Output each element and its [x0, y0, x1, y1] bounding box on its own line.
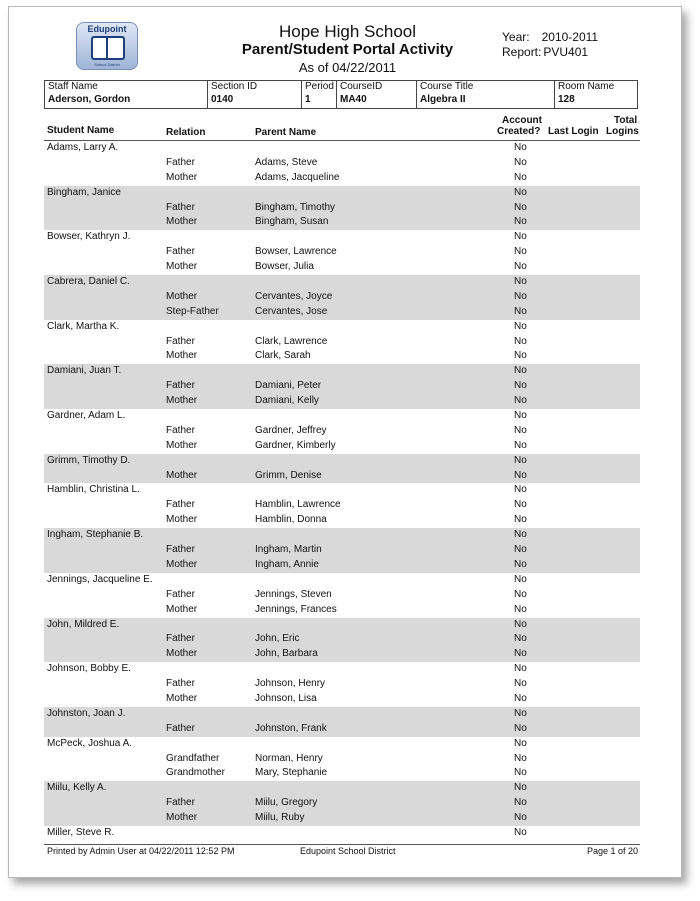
parent-name: Jennings, Frances [255, 603, 337, 615]
relation: Mother [166, 469, 198, 481]
header-total-1: Total [614, 115, 638, 126]
parent-name: John, Barbara [255, 648, 318, 660]
table-row [44, 424, 640, 439]
table-row [44, 766, 640, 781]
table-row [44, 305, 640, 320]
parent-name: Gardner, Jeffrey [255, 424, 327, 436]
student-name: Johnson, Bobby E. [47, 663, 131, 675]
header-student: Student Name [47, 125, 115, 136]
table-row [44, 364, 640, 379]
account-created: No [514, 499, 527, 511]
account-created: No [514, 320, 527, 332]
relation: Mother [166, 216, 198, 228]
parent-name: Gardner, Kimberly [255, 439, 336, 451]
account-created: No [514, 439, 527, 451]
logo-subtitle: School District [94, 62, 120, 67]
relation: Father [166, 156, 195, 168]
relation: Mother [166, 395, 198, 407]
table-row [44, 558, 640, 573]
account-created: No [514, 469, 527, 481]
student-name: Johnston, Joan J. [47, 707, 126, 719]
account-created: No [514, 663, 527, 675]
book-icon [91, 36, 123, 58]
table-row [44, 230, 640, 245]
report-meta [502, 30, 598, 60]
parent-name: Ingham, Annie [255, 558, 319, 570]
account-created: No [514, 395, 527, 407]
parent-name: Hamblin, Donna [255, 514, 327, 526]
account-created: No [514, 812, 527, 824]
table-row [44, 186, 640, 201]
table-row [44, 618, 640, 633]
account-created: No [514, 216, 527, 228]
parent-name: Miilu, Ruby [255, 812, 305, 824]
relation: Mother [166, 171, 198, 183]
table-row [44, 528, 640, 543]
parent-name: Miilu, Gregory [255, 797, 318, 809]
staff-label: Staff Name [48, 81, 98, 92]
account-created: No [514, 603, 527, 615]
student-name: Grimm, Timothy D. [47, 454, 131, 466]
table-row [44, 752, 640, 767]
header-last-login: Last Login [548, 126, 599, 137]
account-created: No [514, 171, 527, 183]
table-row [44, 543, 640, 558]
course-id-label: CourseID [340, 81, 383, 92]
header-total-2: Logins [606, 126, 639, 137]
period-label: Period [305, 81, 334, 92]
relation: Mother [166, 648, 198, 660]
account-created: No [514, 544, 527, 556]
header-parent: Parent Name [255, 127, 317, 138]
account-created: No [514, 290, 527, 302]
relation: Mother [166, 603, 198, 615]
page-number: Page 1 of 20 [586, 846, 638, 856]
report-footer [44, 844, 640, 856]
relation: Father [166, 797, 195, 809]
student-name: Bingham, Janice [47, 186, 121, 198]
account-created: No [514, 648, 527, 660]
relation: Mother [166, 558, 198, 570]
staff-value: Aderson, Gordon [48, 94, 131, 105]
account-created: No [514, 797, 527, 809]
table-row [44, 722, 640, 737]
table-row [44, 320, 640, 335]
parent-name: Bingham, Susan [255, 216, 329, 228]
relation: Mother [166, 514, 198, 526]
account-created: No [514, 514, 527, 526]
section-value: 0140 [211, 94, 234, 105]
relation: Father [166, 633, 195, 645]
table-row [44, 662, 640, 677]
table-row [44, 290, 640, 305]
relation: Mother [166, 692, 198, 704]
parent-name: Hamblin, Lawrence [255, 499, 341, 511]
student-name: Jennings, Jacqueline E. [47, 573, 153, 585]
account-created: No [514, 380, 527, 392]
table-row [44, 171, 640, 186]
account-created: No [514, 410, 527, 422]
parent-name: Clark, Lawrence [255, 335, 328, 347]
account-created: No [514, 558, 527, 570]
account-created: No [514, 261, 527, 273]
student-name: Miilu, Kelly A. [47, 782, 107, 794]
room-label: Room Name [558, 81, 615, 92]
edupoint-logo [76, 22, 138, 70]
course-title-value: Algebra II [420, 94, 466, 105]
parent-name: Bowser, Lawrence [255, 246, 337, 258]
relation: Mother [166, 261, 198, 273]
table-row [44, 781, 640, 796]
staff-cell [45, 81, 208, 108]
parent-name: Grimm, Denise [255, 469, 322, 481]
room-cell [555, 81, 637, 108]
account-created: No [514, 454, 527, 466]
account-created: No [514, 484, 527, 496]
relation: Father [166, 380, 195, 392]
parent-name: Damiani, Kelly [255, 395, 319, 407]
parent-name: John, Eric [255, 633, 300, 645]
relation: Grandmother [166, 767, 225, 779]
account-created: No [514, 707, 527, 719]
student-name: Ingham, Stephanie B. [47, 529, 144, 541]
activity-table-body [44, 141, 640, 841]
table-row [44, 483, 640, 498]
report-value: PVU401 [543, 45, 589, 59]
table-header [44, 114, 640, 141]
account-created: No [514, 678, 527, 690]
table-row [44, 439, 640, 454]
table-row [44, 335, 640, 350]
relation: Father [166, 201, 195, 213]
year-value: 2010-2011 [541, 30, 599, 44]
account-created: No [514, 231, 527, 243]
account-created: No [514, 618, 527, 630]
student-name: Adams, Larry A. [47, 142, 119, 153]
relation: Mother [166, 439, 198, 451]
relation: Father [166, 588, 195, 600]
table-row [44, 826, 640, 841]
table-row [44, 141, 640, 156]
account-created: No [514, 424, 527, 436]
account-created: No [514, 276, 527, 288]
account-created: No [514, 826, 527, 838]
relation: Grandfather [166, 752, 220, 764]
account-created: No [514, 767, 527, 779]
table-row [44, 737, 640, 752]
relation: Mother [166, 290, 198, 302]
relation: Father [166, 678, 195, 690]
student-name: Gardner, Adam L. [47, 410, 126, 422]
table-row [44, 498, 640, 513]
account-created: No [514, 201, 527, 213]
course-title-cell [417, 81, 555, 108]
account-created: No [514, 142, 527, 153]
relation: Mother [166, 812, 198, 824]
table-row [44, 603, 640, 618]
student-name: Hamblin, Christina L. [47, 484, 140, 496]
table-row [44, 677, 640, 692]
parent-name: Bingham, Timothy [255, 201, 336, 213]
table-row [44, 275, 640, 290]
student-name: John, Mildred E. [47, 618, 120, 630]
period-value: 1 [305, 94, 311, 105]
relation: Step-Father [166, 305, 219, 317]
parent-name: Cervantes, Joyce [255, 290, 333, 302]
account-created: No [514, 156, 527, 168]
room-value: 128 [558, 94, 575, 105]
student-name: Cabrera, Daniel C. [47, 276, 130, 288]
parent-name: Johnson, Lisa [255, 692, 317, 704]
parent-name: Norman, Henry [255, 752, 323, 764]
account-created: No [514, 246, 527, 258]
relation: Father [166, 722, 195, 734]
student-name: Bowser, Kathryn J. [47, 231, 131, 243]
parent-name: Johnson, Henry [255, 678, 326, 690]
course-id-cell [337, 81, 417, 108]
student-name: McPeck, Joshua A. [47, 737, 133, 749]
relation: Father [166, 335, 195, 347]
header-relation: Relation [166, 127, 206, 138]
account-created: No [514, 350, 527, 362]
account-created: No [514, 737, 527, 749]
relation: Father [166, 499, 195, 511]
parent-name: Adams, Jacqueline [255, 171, 340, 183]
district-name: Edupoint School District [300, 846, 396, 856]
table-row [44, 394, 640, 409]
as-of-date: As of 04/22/2011 [298, 60, 397, 75]
table-row [44, 379, 640, 394]
account-created: No [514, 633, 527, 645]
table-row [44, 201, 640, 216]
report-label: Report: [502, 45, 542, 59]
section-cell [208, 81, 302, 108]
report-title-block [200, 22, 495, 76]
report-title: Parent/Student Portal Activity [241, 41, 454, 58]
account-created: No [514, 186, 527, 198]
parent-name: Cervantes, Jose [255, 305, 328, 317]
section-info-box [44, 80, 638, 109]
parent-name: Bowser, Julia [255, 261, 314, 273]
account-created: No [514, 722, 527, 734]
table-row [44, 707, 640, 722]
parent-name: Johnston, Frank [255, 722, 327, 734]
table-row [44, 454, 640, 469]
account-created: No [514, 692, 527, 704]
table-row [44, 245, 640, 260]
table-row [44, 796, 640, 811]
account-created: No [514, 752, 527, 764]
table-row [44, 469, 640, 484]
section-label: Section ID [211, 81, 258, 92]
table-row [44, 513, 640, 528]
relation: Father [166, 544, 195, 556]
relation: Father [166, 246, 195, 258]
table-row [44, 632, 640, 647]
account-created: No [514, 365, 527, 377]
header-account-1: Account [502, 115, 542, 126]
account-created: No [514, 335, 527, 347]
relation: Father [166, 424, 195, 436]
table-row [44, 811, 640, 826]
table-row [44, 215, 640, 230]
header-account-2: Created? [497, 126, 541, 137]
table-row [44, 156, 640, 171]
account-created: No [514, 782, 527, 794]
account-created: No [514, 588, 527, 600]
course-id-value: MA40 [340, 94, 367, 105]
table-row [44, 692, 640, 707]
logo-brand: Edupoint [87, 24, 127, 34]
parent-name: Clark, Sarah [255, 350, 311, 362]
parent-name: Damiani, Peter [255, 380, 322, 392]
table-row [44, 409, 640, 424]
parent-name: Jennings, Steven [255, 588, 332, 600]
relation: Mother [166, 350, 198, 362]
account-created: No [514, 305, 527, 317]
student-name: Damiani, Juan T. [47, 365, 122, 377]
period-cell [302, 81, 337, 108]
parent-name: Adams, Steve [255, 156, 318, 168]
student-name: Clark, Martha K. [47, 320, 120, 332]
parent-name: Ingham, Martin [255, 544, 322, 556]
year-label: Year: [502, 30, 530, 44]
school-name: Hope High School [278, 22, 417, 41]
parent-name: Mary, Stephanie [255, 767, 328, 779]
account-created: No [514, 573, 527, 585]
printed-by: Printed by Admin User at 04/22/2011 12:52 PM [47, 846, 235, 856]
student-name: Miller, Steve R. [47, 826, 115, 838]
course-title-label: Course Title [420, 81, 474, 92]
table-row [44, 573, 640, 588]
account-created: No [514, 529, 527, 541]
table-row [44, 647, 640, 662]
table-row [44, 588, 640, 603]
table-row [44, 260, 640, 275]
table-row [44, 349, 640, 364]
